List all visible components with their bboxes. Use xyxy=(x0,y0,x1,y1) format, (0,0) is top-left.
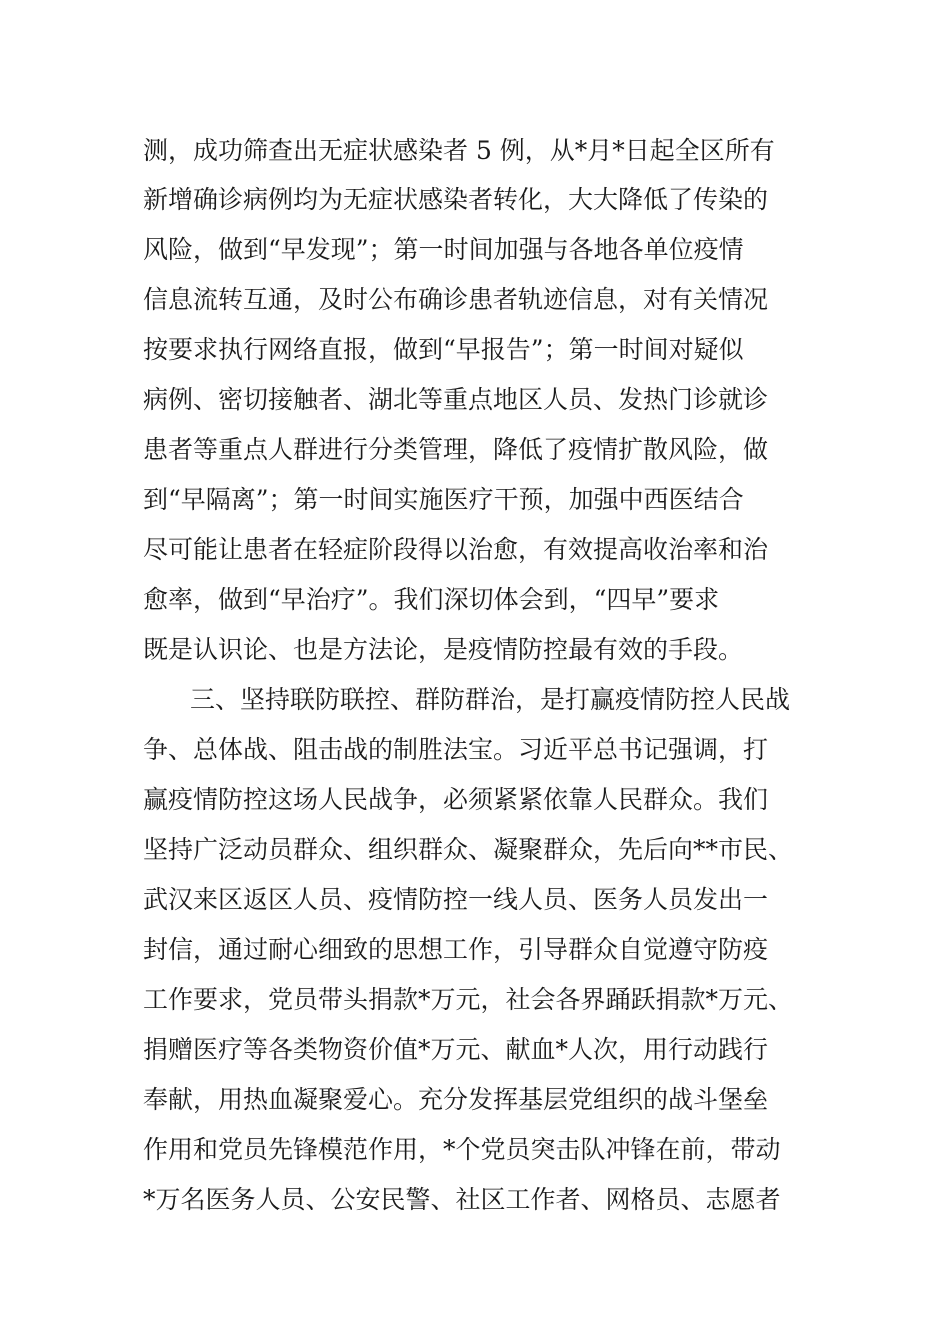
text-line-22: *万名医务人员、公安民警、社区工作者、网格员、志愿者 xyxy=(143,1185,781,1214)
text-line-19: 捐赠医疗等各类物资价值*万元、献血*人次，用行动践行 xyxy=(143,1035,769,1064)
text-line-4: 信息流转互通，及时公布确诊患者轨迹信息，对有关情况 xyxy=(143,285,769,314)
text-line-18: 工作要求，党员带头捐款*万元，社会各界踊跃捐款*万元、 xyxy=(143,985,794,1014)
text-line-2: 新增确诊病例均为无症状感染者转化，大大降低了传染的 xyxy=(143,185,769,214)
text-line-15: 坚持广泛动员群众、组织群众、凝聚群众，先后向**市民、 xyxy=(143,835,794,864)
section-three-heading-line: 三、坚持联防联控、群防群治，是打赢疫情防控人民战 xyxy=(190,685,791,714)
text-line-20: 奉献，用热血凝聚爱心。充分发挥基层党组织的战斗堡垒 xyxy=(143,1085,769,1114)
text-line-8: 到“早隔离”；第一时间实施医疗干预，加强中西医结合 xyxy=(143,485,744,514)
text-line-6: 病例、密切接触者、湖北等重点地区人员、发热门诊就诊 xyxy=(143,385,769,414)
text-line-17: 封信，通过耐心细致的思想工作，引导群众自觉遵守防疫 xyxy=(143,935,769,964)
text-line-10: 愈率，做到“早治疗”。我们深切体会到，“四早”要求 xyxy=(143,585,720,614)
text-line-21: 作用和党员先锋模范作用，*个党员突击队冲锋在前，带动 xyxy=(143,1135,781,1164)
text-line-11: 既是认识论、也是方法论，是疫情防控最有效的手段。 xyxy=(143,635,744,664)
text-line-16: 武汉来区返区人员、疫情防控一线人员、医务人员发出一 xyxy=(143,885,769,914)
text-line-3: 风险，做到“早发现”；第一时间加强与各地各单位疫情 xyxy=(143,235,744,264)
text-line-1: 测，成功筛查出无症状感染者 5 例，从*月*日起全区所有 xyxy=(143,136,775,165)
text-line-13: 争、总体战、阻击战的制胜法宝。习近平总书记强调，打 xyxy=(143,735,769,764)
text-line-14: 赢疫情防控这场人民战争，必须紧紧依靠人民群众。我们 xyxy=(143,785,769,814)
text-line-9: 尽可能让患者在轻症阶段得以治愈，有效提高收治率和治 xyxy=(143,535,769,564)
text-line-7: 患者等重点人群进行分类管理，降低了疫情扩散风险，做 xyxy=(143,435,769,464)
text-line-5: 按要求执行网络直报，做到“早报告”；第一时间对疑似 xyxy=(143,335,744,364)
